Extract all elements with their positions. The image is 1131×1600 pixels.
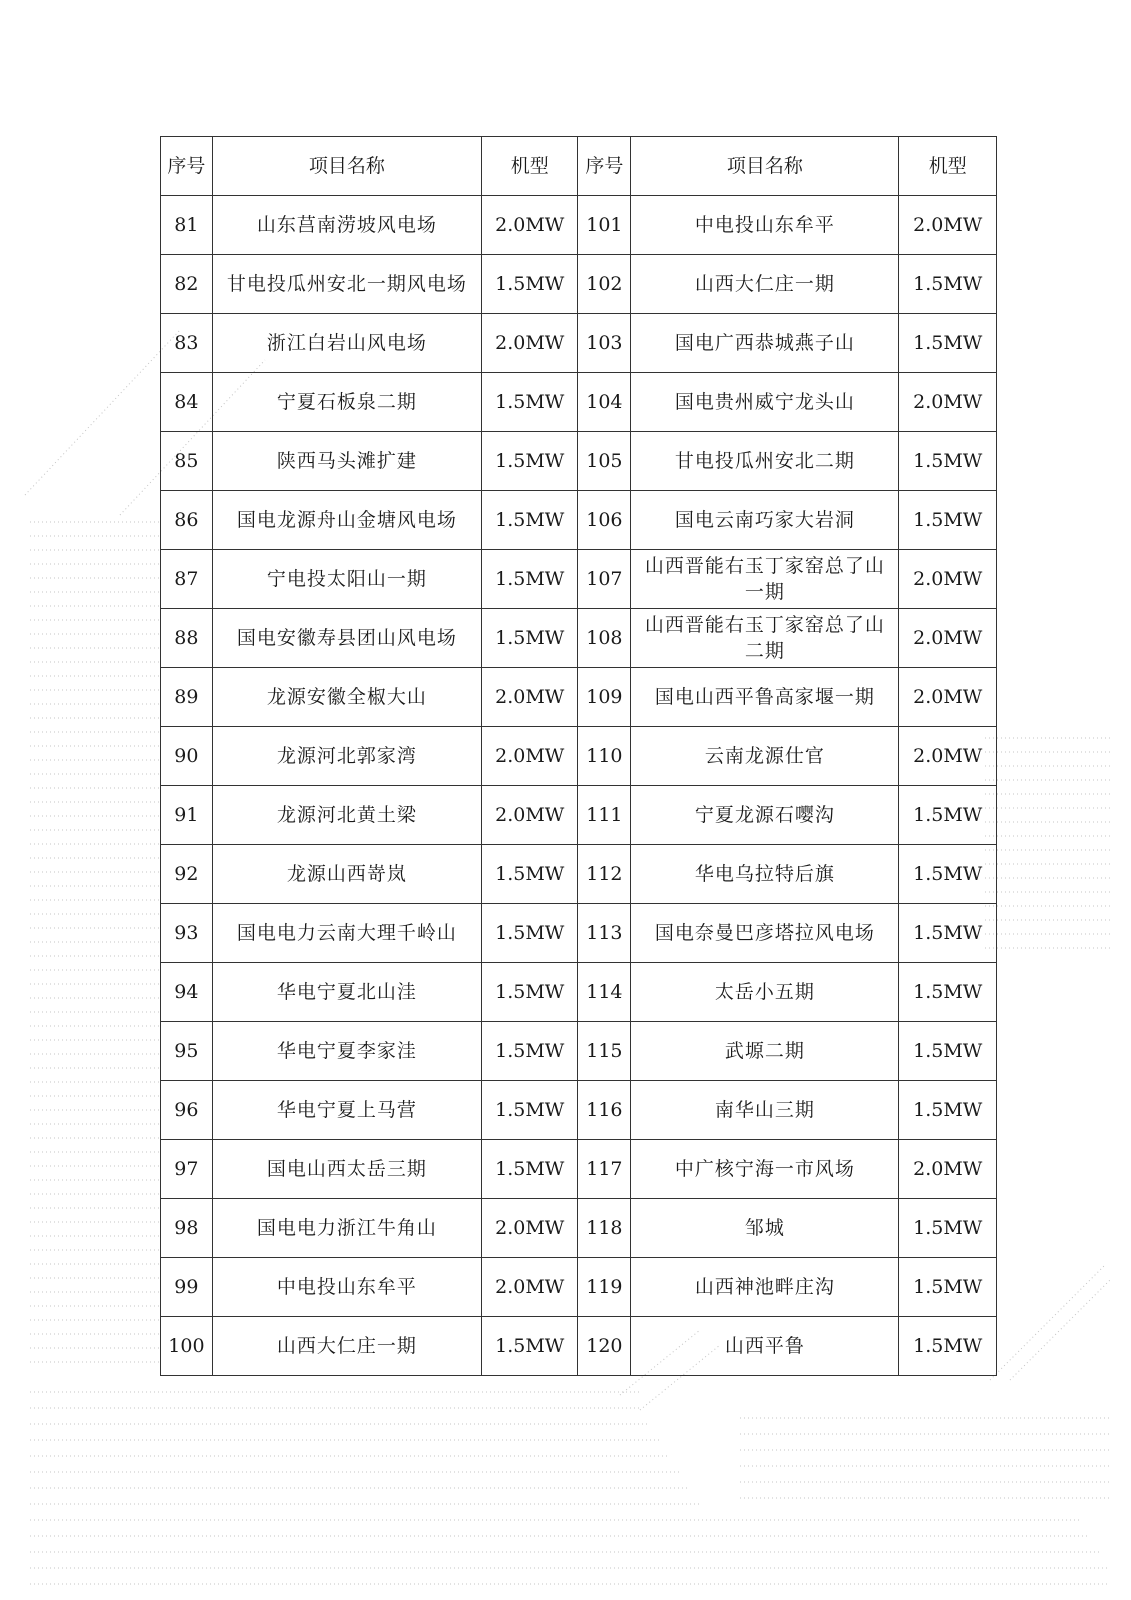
row-model-right: 1.5MW xyxy=(899,491,997,550)
row-model-left: 2.0MW xyxy=(481,196,578,255)
row-seq-left: 88 xyxy=(161,609,213,668)
row-seq-right: 115 xyxy=(578,1022,631,1081)
row-seq-left: 81 xyxy=(161,196,213,255)
row-name-right: 山西晋能右玉丁家窑总了山一期 xyxy=(631,550,899,609)
row-model-left: 1.5MW xyxy=(481,963,578,1022)
row-seq-left: 89 xyxy=(161,668,213,727)
table-row xyxy=(161,609,997,668)
table-row xyxy=(161,373,997,432)
table-row xyxy=(161,786,997,845)
row-name-right: 南华山三期 xyxy=(631,1081,899,1140)
row-model-left: 2.0MW xyxy=(481,314,578,373)
row-name-right: 国电广西恭城燕子山 xyxy=(631,314,899,373)
row-model-right: 2.0MW xyxy=(899,373,997,432)
row-model-left: 1.5MW xyxy=(481,1140,578,1199)
row-seq-right: 102 xyxy=(578,255,631,314)
header-seq-left: 序号 xyxy=(161,137,213,196)
table-row xyxy=(161,1022,997,1081)
row-model-left: 1.5MW xyxy=(481,550,578,609)
row-name-left: 山西大仁庄一期 xyxy=(212,1317,481,1376)
row-name-left: 国电安徽寿县团山风电场 xyxy=(212,609,481,668)
row-seq-left: 84 xyxy=(161,373,213,432)
row-name-left: 国电电力云南大理千岭山 xyxy=(212,904,481,963)
row-seq-right: 105 xyxy=(578,432,631,491)
row-seq-right: 103 xyxy=(578,314,631,373)
row-seq-right: 116 xyxy=(578,1081,631,1140)
row-seq-right: 119 xyxy=(578,1258,631,1317)
row-model-left: 2.0MW xyxy=(481,727,578,786)
row-model-right: 2.0MW xyxy=(899,550,997,609)
row-name-left: 华电宁夏上马营 xyxy=(212,1081,481,1140)
row-model-left: 2.0MW xyxy=(481,1199,578,1258)
header-name-left: 项目名称 xyxy=(212,137,481,196)
row-seq-left: 97 xyxy=(161,1140,213,1199)
row-seq-left: 98 xyxy=(161,1199,213,1258)
row-seq-left: 86 xyxy=(161,491,213,550)
row-seq-right: 104 xyxy=(578,373,631,432)
row-name-left: 中电投山东牟平 xyxy=(212,1258,481,1317)
table-row xyxy=(161,1258,997,1317)
row-seq-left: 93 xyxy=(161,904,213,963)
project-table xyxy=(160,136,997,1376)
row-name-right: 太岳小五期 xyxy=(631,963,899,1022)
row-model-right: 2.0MW xyxy=(899,609,997,668)
row-seq-left: 96 xyxy=(161,1081,213,1140)
table-body xyxy=(161,196,997,1376)
header-model-right: 机型 xyxy=(899,137,997,196)
row-name-left: 宁夏石板泉二期 xyxy=(212,373,481,432)
row-name-right: 山西平鲁 xyxy=(631,1317,899,1376)
row-name-right: 国电奈曼巴彦塔拉风电场 xyxy=(631,904,899,963)
table-row xyxy=(161,314,997,373)
row-seq-right: 101 xyxy=(578,196,631,255)
row-seq-right: 108 xyxy=(578,609,631,668)
row-name-right: 华电乌拉特后旗 xyxy=(631,845,899,904)
row-seq-right: 109 xyxy=(578,668,631,727)
row-seq-right: 107 xyxy=(578,550,631,609)
row-seq-left: 100 xyxy=(161,1317,213,1376)
row-name-right: 云南龙源仕官 xyxy=(631,727,899,786)
row-seq-left: 82 xyxy=(161,255,213,314)
row-seq-right: 120 xyxy=(578,1317,631,1376)
row-model-left: 1.5MW xyxy=(481,255,578,314)
table-row xyxy=(161,1199,997,1258)
row-model-left: 2.0MW xyxy=(481,668,578,727)
table-header-row xyxy=(161,137,997,196)
row-name-left: 华电宁夏北山洼 xyxy=(212,963,481,1022)
row-name-right: 山西晋能右玉丁家窑总了山二期 xyxy=(631,609,899,668)
row-name-left: 国电山西太岳三期 xyxy=(212,1140,481,1199)
row-seq-right: 113 xyxy=(578,904,631,963)
header-model-left: 机型 xyxy=(481,137,578,196)
row-name-right: 国电贵州威宁龙头山 xyxy=(631,373,899,432)
row-model-left: 1.5MW xyxy=(481,1317,578,1376)
table-row xyxy=(161,845,997,904)
row-model-right: 1.5MW xyxy=(899,963,997,1022)
row-model-right: 1.5MW xyxy=(899,1022,997,1081)
row-model-right: 1.5MW xyxy=(899,314,997,373)
row-model-left: 1.5MW xyxy=(481,1081,578,1140)
table-row xyxy=(161,255,997,314)
row-seq-left: 85 xyxy=(161,432,213,491)
row-model-left: 2.0MW xyxy=(481,1258,578,1317)
row-seq-left: 91 xyxy=(161,786,213,845)
row-seq-right: 106 xyxy=(578,491,631,550)
row-seq-right: 117 xyxy=(578,1140,631,1199)
table-row xyxy=(161,491,997,550)
header-seq-right: 序号 xyxy=(578,137,631,196)
row-seq-right: 114 xyxy=(578,963,631,1022)
row-seq-left: 99 xyxy=(161,1258,213,1317)
row-model-right: 1.5MW xyxy=(899,904,997,963)
row-model-left: 1.5MW xyxy=(481,373,578,432)
table-row xyxy=(161,904,997,963)
row-name-right: 国电云南巧家大岩洞 xyxy=(631,491,899,550)
row-seq-right: 110 xyxy=(578,727,631,786)
row-name-left: 宁电投太阳山一期 xyxy=(212,550,481,609)
row-model-left: 1.5MW xyxy=(481,491,578,550)
row-model-left: 1.5MW xyxy=(481,845,578,904)
row-seq-left: 87 xyxy=(161,550,213,609)
row-name-right: 甘电投瓜州安北二期 xyxy=(631,432,899,491)
row-name-left: 浙江白岩山风电场 xyxy=(212,314,481,373)
row-name-right: 国电山西平鲁高家堰一期 xyxy=(631,668,899,727)
row-model-right: 1.5MW xyxy=(899,1317,997,1376)
row-model-right: 1.5MW xyxy=(899,255,997,314)
row-seq-right: 112 xyxy=(578,845,631,904)
row-name-left: 龙源山西嵜岚 xyxy=(212,845,481,904)
row-model-left: 1.5MW xyxy=(481,432,578,491)
row-name-left: 甘电投瓜州安北一期风电场 xyxy=(212,255,481,314)
row-name-right: 山西大仁庄一期 xyxy=(631,255,899,314)
row-model-left: 1.5MW xyxy=(481,904,578,963)
row-name-left: 国电电力浙江牛角山 xyxy=(212,1199,481,1258)
row-name-left: 龙源河北郭家湾 xyxy=(212,727,481,786)
row-name-right: 邹城 xyxy=(631,1199,899,1258)
row-model-left: 1.5MW xyxy=(481,1022,578,1081)
row-model-right: 2.0MW xyxy=(899,668,997,727)
row-name-right: 中广核宁海一市风场 xyxy=(631,1140,899,1199)
row-name-left: 华电宁夏李家洼 xyxy=(212,1022,481,1081)
row-seq-left: 90 xyxy=(161,727,213,786)
row-model-right: 1.5MW xyxy=(899,1081,997,1140)
row-name-right: 武塬二期 xyxy=(631,1022,899,1081)
row-seq-left: 95 xyxy=(161,1022,213,1081)
row-model-right: 1.5MW xyxy=(899,1199,997,1258)
row-name-left: 龙源安徽全椒大山 xyxy=(212,668,481,727)
table-row xyxy=(161,550,997,609)
table-row xyxy=(161,727,997,786)
row-name-left: 山东莒南涝坡风电场 xyxy=(212,196,481,255)
row-name-right: 中电投山东牟平 xyxy=(631,196,899,255)
row-model-right: 1.5MW xyxy=(899,432,997,491)
row-model-right: 1.5MW xyxy=(899,845,997,904)
row-name-left: 国电龙源舟山金塘风电场 xyxy=(212,491,481,550)
row-seq-right: 111 xyxy=(578,786,631,845)
row-seq-right: 118 xyxy=(578,1199,631,1258)
row-name-right: 宁夏龙源石嘤沟 xyxy=(631,786,899,845)
row-model-right: 2.0MW xyxy=(899,196,997,255)
row-model-right: 2.0MW xyxy=(899,1140,997,1199)
table-row xyxy=(161,1081,997,1140)
row-model-right: 1.5MW xyxy=(899,786,997,845)
row-seq-left: 83 xyxy=(161,314,213,373)
header-name-right: 项目名称 xyxy=(631,137,899,196)
row-model-right: 2.0MW xyxy=(899,727,997,786)
table-row xyxy=(161,668,997,727)
row-name-left: 龙源河北黄土梁 xyxy=(212,786,481,845)
table-row xyxy=(161,1140,997,1199)
row-name-right: 山西神池畔庄沟 xyxy=(631,1258,899,1317)
row-model-left: 1.5MW xyxy=(481,609,578,668)
table-row xyxy=(161,196,997,255)
table-row xyxy=(161,963,997,1022)
table-row xyxy=(161,1317,997,1376)
row-seq-left: 94 xyxy=(161,963,213,1022)
row-model-right: 1.5MW xyxy=(899,1258,997,1317)
row-model-left: 2.0MW xyxy=(481,786,578,845)
row-name-left: 陕西马头滩扩建 xyxy=(212,432,481,491)
row-seq-left: 92 xyxy=(161,845,213,904)
table-row xyxy=(161,432,997,491)
